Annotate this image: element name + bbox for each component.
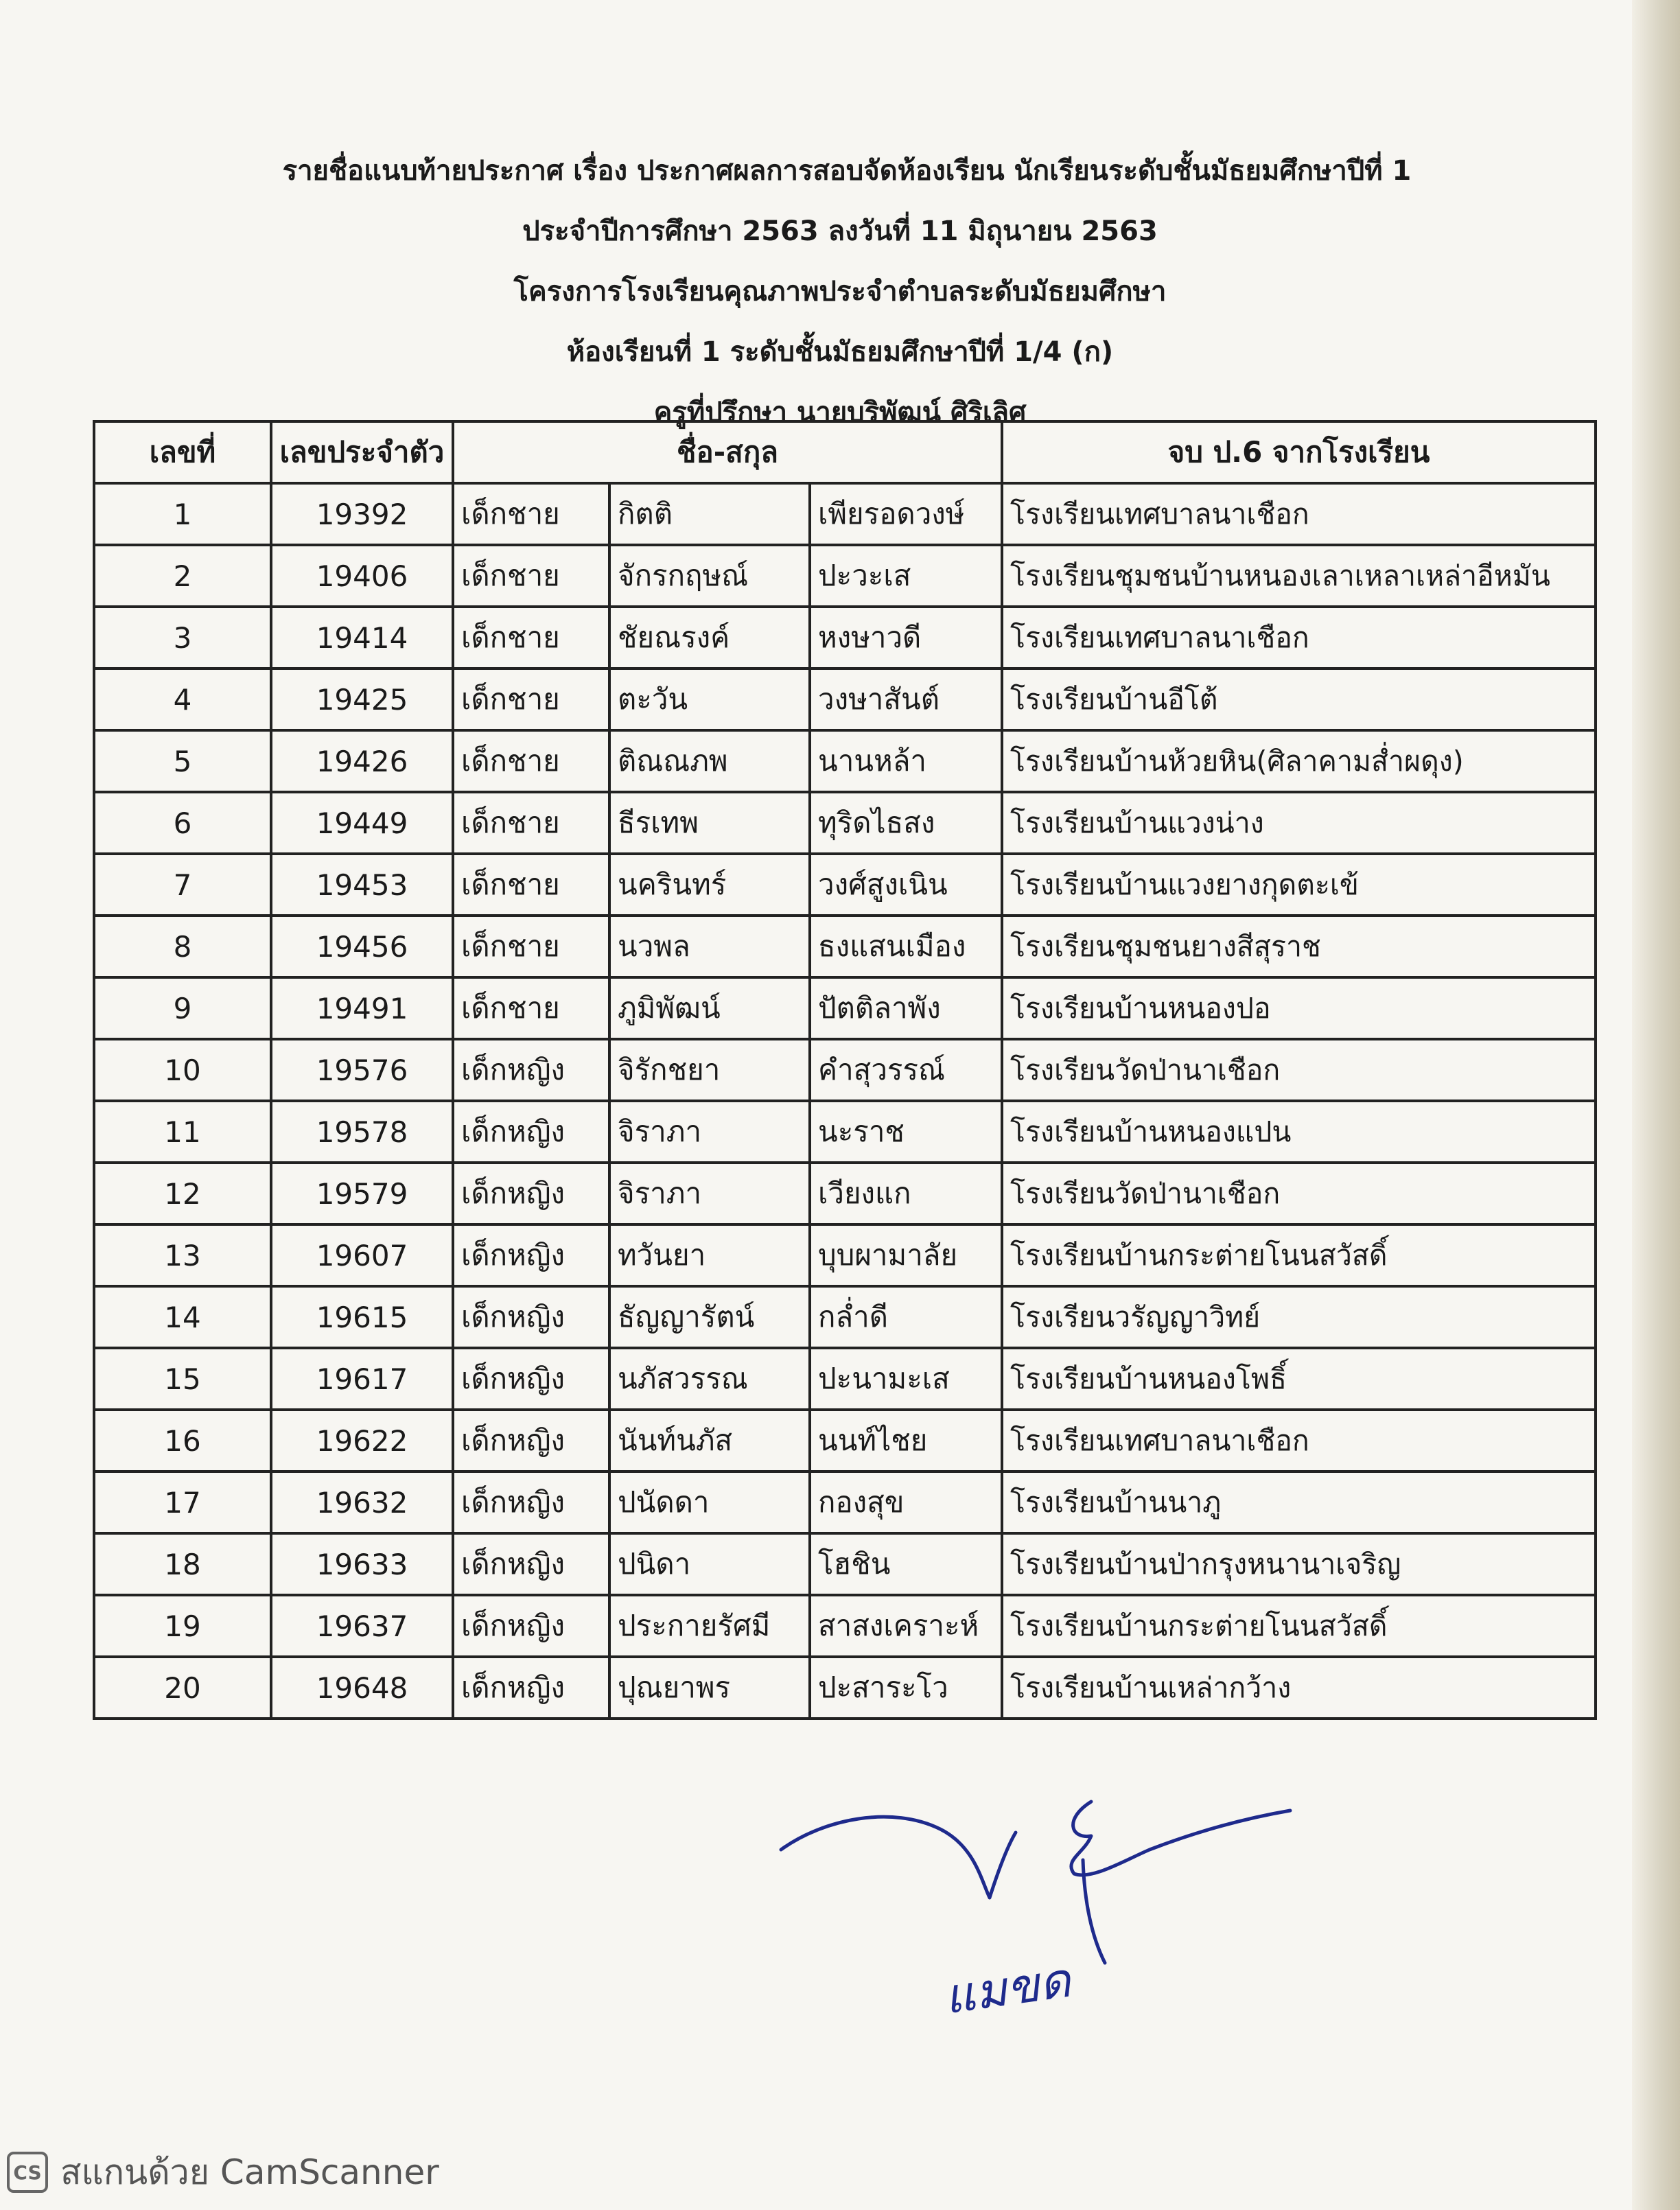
header-full-name: ชื่อ-สกุล — [453, 421, 1002, 483]
cell-number: 9 — [94, 977, 271, 1039]
cell-first-name: ทวันยา — [609, 1224, 810, 1286]
cell-previous-school: โรงเรียนบ้านกระต่ายโนนสวัสดิ์ — [1002, 1224, 1596, 1286]
table-row — [94, 607, 1596, 668]
cell-previous-school: โรงเรียนบ้านห้วยหิน(ศิลาคามส่ำผดุง) — [1002, 730, 1596, 792]
cell-number: 14 — [94, 1286, 271, 1348]
cell-first-name: กิตติ — [609, 483, 810, 545]
table-body — [94, 483, 1596, 1719]
cell-prefix: เด็กหญิง — [453, 1595, 609, 1657]
cell-last-name: กล่ำดี — [810, 1286, 1002, 1348]
cell-student-id: 19607 — [271, 1224, 453, 1286]
cell-last-name: วงศ์สูงเนิน — [810, 854, 1002, 916]
cell-prefix: เด็กหญิง — [453, 1224, 609, 1286]
cell-first-name: ปุณยาพร — [609, 1657, 810, 1719]
cell-first-name: ตะวัน — [609, 668, 810, 730]
cell-last-name: ทุริดไธสง — [810, 792, 1002, 854]
cell-prefix: เด็กชาย — [453, 607, 609, 668]
cell-prefix: เด็กชาย — [453, 792, 609, 854]
cell-number: 5 — [94, 730, 271, 792]
cell-first-name: ธีรเทพ — [609, 792, 810, 854]
header-announcement-title: รายชื่อแนบท้ายประกาศ เรื่อง ประกาศผลการสอบจัดห้องเรียน นักเรียนระดับชั้นมัธยมศึกษาปีที่ 1 — [282, 155, 1412, 187]
cell-prefix: เด็กชาย — [453, 854, 609, 916]
cell-prefix: เด็กชาย — [453, 668, 609, 730]
cell-student-id: 19449 — [271, 792, 453, 854]
cell-first-name: จักรกฤษณ์ — [609, 545, 810, 607]
cell-first-name: ติณณภพ — [609, 730, 810, 792]
cell-last-name: ปะวะเส — [810, 545, 1002, 607]
cell-prefix: เด็กหญิง — [453, 1163, 609, 1224]
table-row — [94, 977, 1596, 1039]
signature-stroke-2 — [1071, 1802, 1290, 1875]
table-row — [94, 1163, 1596, 1224]
cell-previous-school: โรงเรียนชุมชนยางสีสุราช — [1002, 916, 1596, 977]
cell-previous-school: โรงเรียนบ้านอีโต้ — [1002, 668, 1596, 730]
cell-previous-school: โรงเรียนบ้านหนองแปน — [1002, 1101, 1596, 1163]
cell-student-id: 19576 — [271, 1039, 453, 1101]
table-row — [94, 1101, 1596, 1163]
cell-student-id: 19579 — [271, 1163, 453, 1224]
cell-last-name: ธงแสนเมือง — [810, 916, 1002, 977]
cell-previous-school: โรงเรียนเทศบาลนาเชือก — [1002, 483, 1596, 545]
cell-prefix: เด็กหญิง — [453, 1039, 609, 1101]
table-row — [94, 1039, 1596, 1101]
cell-last-name: คำสุวรรณ์ — [810, 1039, 1002, 1101]
table-header-row — [94, 421, 1596, 483]
cell-student-id: 19637 — [271, 1595, 453, 1657]
cell-number: 11 — [94, 1101, 271, 1163]
cell-last-name: ปัตติลาพัง — [810, 977, 1002, 1039]
cell-previous-school: โรงเรียนบ้านเหล่ากว้าง — [1002, 1657, 1596, 1719]
header-classroom: ห้องเรียนที่ 1 ระดับชั้นมัธยมศึกษาปีที่ 1/4 (ก) — [566, 336, 1114, 368]
cell-last-name: กองสุข — [810, 1472, 1002, 1533]
cell-student-id: 19453 — [271, 854, 453, 916]
table-row — [94, 1595, 1596, 1657]
table-row — [94, 1286, 1596, 1348]
cell-student-id: 19578 — [271, 1101, 453, 1163]
cell-last-name: เวียงแก — [810, 1163, 1002, 1224]
table-row — [94, 545, 1596, 607]
cell-previous-school: โรงเรียนบ้านแวงยางกุดตะเข้ — [1002, 854, 1596, 916]
document-header — [0, 141, 1680, 443]
cell-prefix: เด็กหญิง — [453, 1348, 609, 1410]
table-row — [94, 483, 1596, 545]
cell-previous-school: โรงเรียนบ้านป่ากรุงหนานาเจริญ — [1002, 1533, 1596, 1595]
cell-number: 2 — [94, 545, 271, 607]
signature-handwritten-note: แมขด — [940, 1951, 1074, 2025]
cell-number: 10 — [94, 1039, 271, 1101]
cell-previous-school: โรงเรียนบ้านหนองโพธิ์ — [1002, 1348, 1596, 1410]
cell-number: 8 — [94, 916, 271, 977]
cell-number: 12 — [94, 1163, 271, 1224]
cell-last-name: ปะสาระโว — [810, 1657, 1002, 1719]
cell-last-name: นนท์ไชย — [810, 1410, 1002, 1472]
cell-prefix: เด็กหญิง — [453, 1533, 609, 1595]
cell-first-name: จิราภา — [609, 1163, 810, 1224]
cell-prefix: เด็กชาย — [453, 483, 609, 545]
cell-first-name: ปนัดดา — [609, 1472, 810, 1533]
table-row — [94, 916, 1596, 977]
cell-student-id: 19491 — [271, 977, 453, 1039]
cell-prefix: เด็กชาย — [453, 545, 609, 607]
cell-previous-school: โรงเรียนเทศบาลนาเชือก — [1002, 1410, 1596, 1472]
cell-student-id: 19406 — [271, 545, 453, 607]
cell-first-name: ประกายรัศมี — [609, 1595, 810, 1657]
cell-number: 6 — [94, 792, 271, 854]
student-roster-table — [93, 420, 1597, 1720]
cell-prefix: เด็กหญิง — [453, 1410, 609, 1472]
cell-first-name: จิรักชยา — [609, 1039, 810, 1101]
header-student-id: เลขประจำตัว — [271, 421, 453, 483]
cell-number: 7 — [94, 854, 271, 916]
cell-student-id: 19425 — [271, 668, 453, 730]
camscanner-logo-icon: CS — [7, 2152, 48, 2193]
cell-last-name: วงษาสันต์ — [810, 668, 1002, 730]
cell-first-name: จิราภา — [609, 1101, 810, 1163]
cell-student-id: 19615 — [271, 1286, 453, 1348]
table-row — [94, 668, 1596, 730]
cell-prefix: เด็กหญิง — [453, 1101, 609, 1163]
signature — [769, 1778, 1318, 2052]
scanner-watermark-text: สแกนด้วย CamScanner — [60, 2152, 439, 2192]
table-row — [94, 1533, 1596, 1595]
table-row — [94, 1348, 1596, 1410]
cell-previous-school: โรงเรียนเทศบาลนาเชือก — [1002, 607, 1596, 668]
cell-number: 1 — [94, 483, 271, 545]
cell-previous-school: โรงเรียนบ้านนาภู — [1002, 1472, 1596, 1533]
cell-previous-school: โรงเรียนวัดป่านาเชือก — [1002, 1039, 1596, 1101]
cell-number: 17 — [94, 1472, 271, 1533]
cell-first-name: นันท์นภัส — [609, 1410, 810, 1472]
cell-last-name: นานหล้า — [810, 730, 1002, 792]
cell-last-name: หงษาวดี — [810, 607, 1002, 668]
cell-prefix: เด็กชาย — [453, 977, 609, 1039]
cell-number: 15 — [94, 1348, 271, 1410]
cell-last-name: โฮชิน — [810, 1533, 1002, 1595]
header-advisor: ครูที่ปรึกษา นายบริพัฒน์ ศิริเลิศ — [653, 397, 1027, 428]
cell-number: 19 — [94, 1595, 271, 1657]
table-row — [94, 730, 1596, 792]
cell-previous-school: โรงเรียนวัดป่านาเชือก — [1002, 1163, 1596, 1224]
cell-first-name: นครินทร์ — [609, 854, 810, 916]
cell-first-name: นวพล — [609, 916, 810, 977]
cell-previous-school: โรงเรียนบ้านแวงน่าง — [1002, 792, 1596, 854]
cell-number: 4 — [94, 668, 271, 730]
table-row — [94, 1472, 1596, 1533]
cell-prefix: เด็กหญิง — [453, 1472, 609, 1533]
cell-student-id: 19622 — [271, 1410, 453, 1472]
cell-prefix: เด็กหญิง — [453, 1657, 609, 1719]
cell-first-name: ชัยณรงค์ — [609, 607, 810, 668]
cell-last-name: นะราช — [810, 1101, 1002, 1163]
scanner-watermark — [7, 2148, 439, 2196]
header-previous-school: จบ ป.6 จากโรงเรียน — [1002, 421, 1596, 483]
table-row — [94, 1410, 1596, 1472]
table-row — [94, 1224, 1596, 1286]
cell-prefix: เด็กชาย — [453, 916, 609, 977]
table-row — [94, 1657, 1596, 1719]
cell-number: 20 — [94, 1657, 271, 1719]
cell-student-id: 19392 — [271, 483, 453, 545]
header-project-name: โครงการโรงเรียนคุณภาพประจำตำบลระดับมัธยมศึกษา — [513, 276, 1167, 307]
cell-student-id: 19617 — [271, 1348, 453, 1410]
cell-student-id: 19456 — [271, 916, 453, 977]
cell-previous-school: โรงเรียนบ้านกระต่ายโนนสวัสดิ์ — [1002, 1595, 1596, 1657]
cell-student-id: 19632 — [271, 1472, 453, 1533]
cell-prefix: เด็กชาย — [453, 730, 609, 792]
header-academic-year: ประจำปีการศึกษา 2563 ลงวันที่ 11 มิถุนายน 2563 — [522, 216, 1158, 247]
cell-previous-school: โรงเรียนบ้านหนองปอ — [1002, 977, 1596, 1039]
cell-number: 18 — [94, 1533, 271, 1595]
cell-student-id: 19633 — [271, 1533, 453, 1595]
cell-number: 3 — [94, 607, 271, 668]
cell-first-name: ธัญญารัตน์ — [609, 1286, 810, 1348]
cell-first-name: ปนิดา — [609, 1533, 810, 1595]
table-row — [94, 792, 1596, 854]
cell-last-name: ปะนามะเส — [810, 1348, 1002, 1410]
cell-first-name: นภัสวรรณ — [609, 1348, 810, 1410]
cell-last-name: สาสงเคราะห์ — [810, 1595, 1002, 1657]
cell-first-name: ภูมิพัฒน์ — [609, 977, 810, 1039]
cell-student-id: 19414 — [271, 607, 453, 668]
cell-previous-school: โรงเรียนชุมชนบ้านหนองเลาเหลาเหล่าอีหมัน — [1002, 545, 1596, 607]
cell-last-name: เพียรอดวงษ์ — [810, 483, 1002, 545]
cell-student-id: 19426 — [271, 730, 453, 792]
cell-student-id: 19648 — [271, 1657, 453, 1719]
cell-number: 16 — [94, 1410, 271, 1472]
header-number: เลขที่ — [94, 421, 271, 483]
signature-stroke-1 — [781, 1817, 1016, 1898]
cell-last-name: บุบผามาลัย — [810, 1224, 1002, 1286]
cell-number: 13 — [94, 1224, 271, 1286]
cell-prefix: เด็กหญิง — [453, 1286, 609, 1348]
table-row — [94, 854, 1596, 916]
cell-previous-school: โรงเรียนวรัญญาวิทย์ — [1002, 1286, 1596, 1348]
